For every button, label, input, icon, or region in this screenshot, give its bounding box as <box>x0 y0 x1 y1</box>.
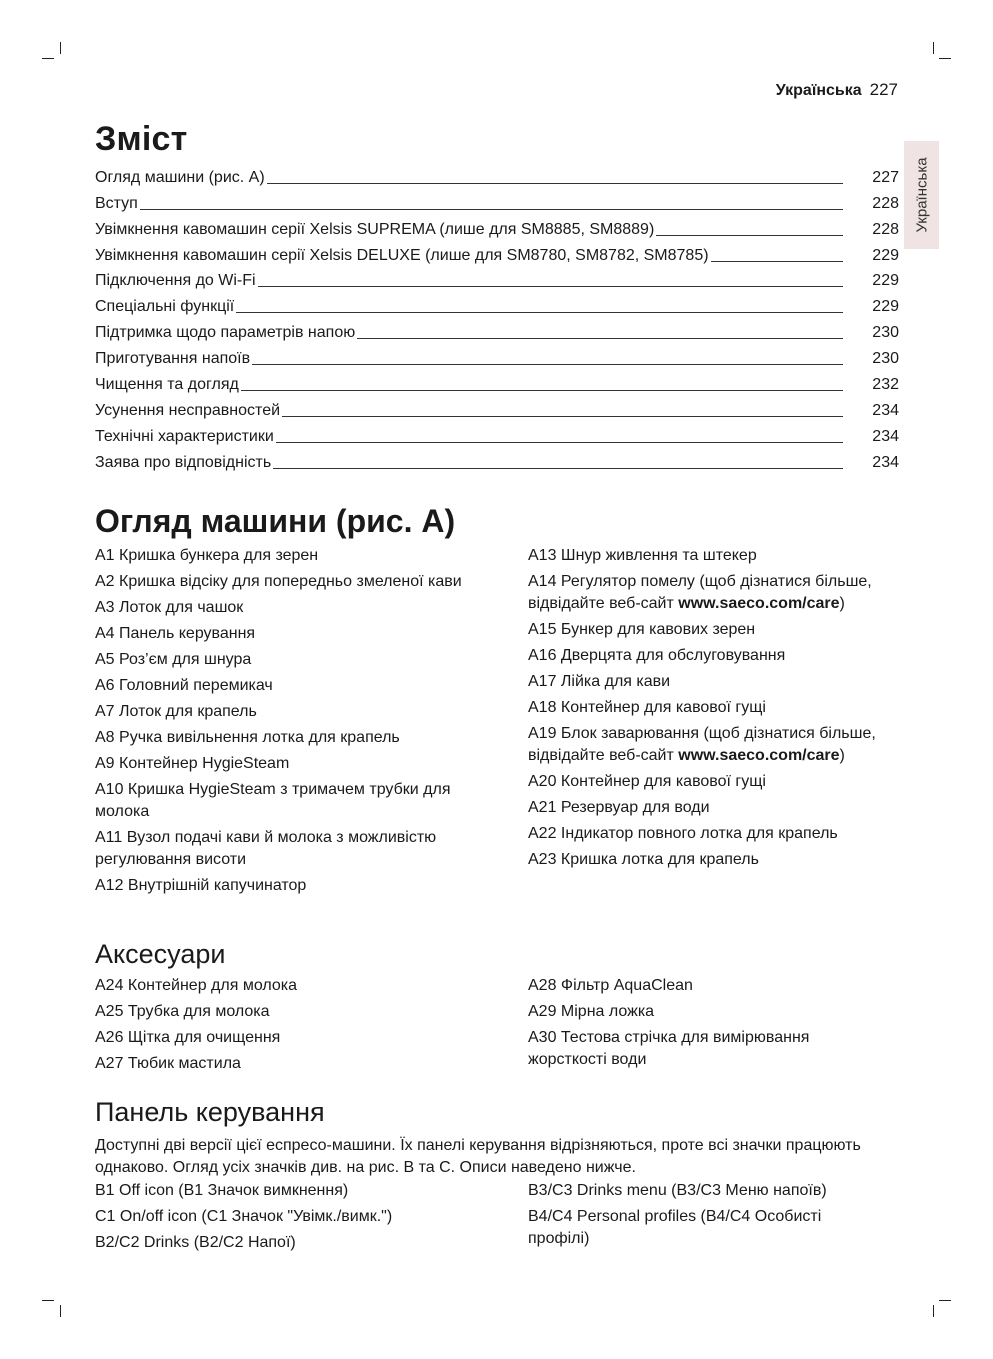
icon-description: B2/C2 Drinks (B2/C2 Напої) <box>95 1234 296 1251</box>
toc-entry-page: 234 <box>872 453 899 471</box>
overview-title: Огляд машини (рис. A) <box>95 503 456 539</box>
toc-leader <box>267 183 843 184</box>
accessories-right-column <box>528 975 858 1075</box>
toc-leader <box>140 209 843 210</box>
toc-leader <box>711 261 843 262</box>
toc-entry[interactable] <box>95 317 899 343</box>
part-item: A13 Шнур живлення та штекер <box>528 547 757 564</box>
toc-title: Зміст <box>95 120 188 158</box>
part-item: A5 Роз’єм для шнура <box>95 651 252 668</box>
toc-entry-page: 228 <box>872 220 899 238</box>
saeco-care-link[interactable]: www.saeco.com/care <box>678 747 840 764</box>
icon-description: C1 On/off icon (C1 Значок "Увімк./вимк.") <box>95 1208 393 1225</box>
toc-entry-title: Приготування напоїв <box>95 350 251 368</box>
part-item: A8 Ручка вивільнення лотка для крапель <box>95 729 400 746</box>
part-item: A4 Панель керування <box>95 625 256 642</box>
toc-leader <box>357 338 843 339</box>
control-panel-right-column <box>528 1180 868 1254</box>
accessory-item: A29 Мірна ложка <box>528 1003 655 1020</box>
part-item: A15 Бункер для кавових зерен <box>528 621 756 638</box>
part-item: A20 Контейнер для кавової гущі <box>528 773 766 790</box>
toc-entry-title: Увімкнення кавомашин серії Xelsis DELUXE (лише для SM8780, SM8782, SM8785) <box>95 246 709 264</box>
page-header <box>776 80 898 100</box>
toc-entry[interactable] <box>95 162 899 188</box>
part-item: A23 Кришка лотка для крапель <box>528 851 759 868</box>
toc-leader <box>273 468 843 469</box>
toc-leader <box>236 312 843 313</box>
crop-mark <box>60 1305 61 1317</box>
crop-mark <box>42 1300 54 1301</box>
toc-leader <box>258 286 843 287</box>
accessory-item: A25 Трубка для молока <box>95 1003 270 1020</box>
toc-entry-title: Усунення несправностей <box>95 401 281 419</box>
icon-description: B1 Off icon (B1 Значок вимкнення) <box>95 1182 349 1199</box>
part-item: A10 Кришка HygieSteam з тримачем трубки для молока <box>95 781 451 820</box>
closing-paren: ) <box>839 747 845 764</box>
overview-left-column <box>95 545 480 901</box>
toc-entry[interactable] <box>95 421 899 447</box>
part-item: A12 Внутрішній капучинатор <box>95 877 307 894</box>
toc-entry[interactable] <box>95 447 899 473</box>
control-panel-intro: Доступні дві версії цієї еспресо-машини. Їх панелі керування відрізняються, проте всі значки працюють однаково. Огляд усіх значків див. на рис. B та C. Описи наведено нижче. <box>95 1137 861 1176</box>
closing-paren: ) <box>839 595 845 612</box>
crop-mark <box>933 42 934 54</box>
accessory-item: A28 Фільтр AquaClean <box>528 977 693 994</box>
part-item <box>528 723 888 767</box>
toc-entry-page: 234 <box>872 427 899 445</box>
toc-entry[interactable] <box>95 266 899 292</box>
crop-mark <box>60 42 61 54</box>
accessory-item: A30 Тестова стрічка для вимірювання жорсткості води <box>528 1029 810 1068</box>
toc-entry[interactable] <box>95 214 899 240</box>
toc-entry[interactable] <box>95 343 899 369</box>
part-item <box>528 571 888 615</box>
crop-mark <box>939 58 951 59</box>
crop-mark <box>939 1300 951 1301</box>
language-side-tab <box>904 141 939 249</box>
toc-leader <box>282 416 843 417</box>
icon-description: B4/C4 Personal profiles (B4/C4 Особисті профілі) <box>528 1208 822 1247</box>
header-page-number: 227 <box>869 80 898 99</box>
toc-entry-page: 228 <box>872 194 899 212</box>
part-item: A22 Індикатор повного лотка для крапель <box>528 825 838 842</box>
part-item: A3 Лоток для чашок <box>95 599 244 616</box>
control-panel-left-column <box>95 1180 480 1258</box>
part-item: A6 Головний перемикач <box>95 677 273 694</box>
part-item: A16 Дверцята для обслуговування <box>528 647 786 664</box>
toc-entry[interactable] <box>95 291 899 317</box>
part-item: A1 Кришка бункера для зерен <box>95 547 319 564</box>
table-of-contents <box>95 162 899 473</box>
toc-entry[interactable] <box>95 395 899 421</box>
toc-entry-page: 227 <box>872 168 899 186</box>
toc-entry-title: Заява про відповідність <box>95 453 272 471</box>
toc-entry-page: 230 <box>872 350 899 368</box>
toc-entry-page: 234 <box>872 401 899 419</box>
overview-right-column <box>528 545 888 875</box>
part-item-text: A19 Блок заварювання (щоб дізнатися більше, відвідайте веб-сайт <box>528 725 876 764</box>
side-tab-label: Українська <box>913 157 930 233</box>
saeco-care-link[interactable]: www.saeco.com/care <box>678 595 840 612</box>
toc-leader <box>241 390 843 391</box>
accessories-title: Аксесуари <box>95 939 226 969</box>
control-panel-title: Панель керування <box>95 1097 325 1127</box>
toc-entry-title: Чищення та догляд <box>95 376 239 394</box>
toc-entry[interactable] <box>95 240 899 266</box>
toc-leader <box>276 442 843 443</box>
toc-entry-page: 229 <box>872 246 899 264</box>
toc-leader <box>252 364 843 365</box>
part-item: A7 Лоток для крапель <box>95 703 257 720</box>
part-item: A11 Вузол подачі кави й молока з можливістю регулювання висоти <box>95 829 437 868</box>
toc-entry-title: Підключення до Wi-Fi <box>95 272 256 290</box>
part-item: A21 Резервуар для води <box>528 799 710 816</box>
part-item-text: A14 Регулятор помелу (щоб дізнатися більше, відвідайте веб-сайт <box>528 573 872 612</box>
toc-entry-title: Увімкнення кавомашин серії Xelsis SUPREMA (лише для SM8885, SM8889) <box>95 220 655 238</box>
accessory-item: A26 Щітка для очищення <box>95 1029 281 1046</box>
accessory-item: A27 Тюбик мастила <box>95 1055 241 1072</box>
toc-entry-title: Спеціальні функції <box>95 298 235 316</box>
toc-entry-page: 229 <box>872 298 899 316</box>
accessories-left-column <box>95 975 480 1079</box>
toc-entry[interactable] <box>95 188 899 214</box>
toc-entry-title: Огляд машини (рис. A) <box>95 168 265 186</box>
toc-entry-title: Вступ <box>95 194 138 212</box>
header-language: Українська <box>775 82 862 99</box>
toc-entry[interactable] <box>95 369 899 395</box>
crop-mark <box>933 1305 934 1317</box>
part-item: A9 Контейнер HygieSteam <box>95 755 290 772</box>
part-item: A2 Кришка відсіку для попередньо змеленої кави <box>95 573 462 590</box>
toc-leader <box>656 235 843 236</box>
toc-entry-page: 232 <box>872 376 899 394</box>
part-item: A17 Лійка для кави <box>528 673 671 690</box>
crop-mark <box>42 58 54 59</box>
toc-entry-title: Підтримка щодо параметрів напою <box>95 324 356 342</box>
accessory-item: A24 Контейнер для молока <box>95 977 298 994</box>
toc-entry-title: Технічні характеристики <box>95 427 274 445</box>
toc-entry-page: 230 <box>872 324 899 342</box>
toc-entry-page: 229 <box>872 272 899 290</box>
part-item: A18 Контейнер для кавової гущі <box>528 699 766 716</box>
icon-description: B3/C3 Drinks menu (B3/C3 Меню напоїв) <box>528 1182 827 1199</box>
